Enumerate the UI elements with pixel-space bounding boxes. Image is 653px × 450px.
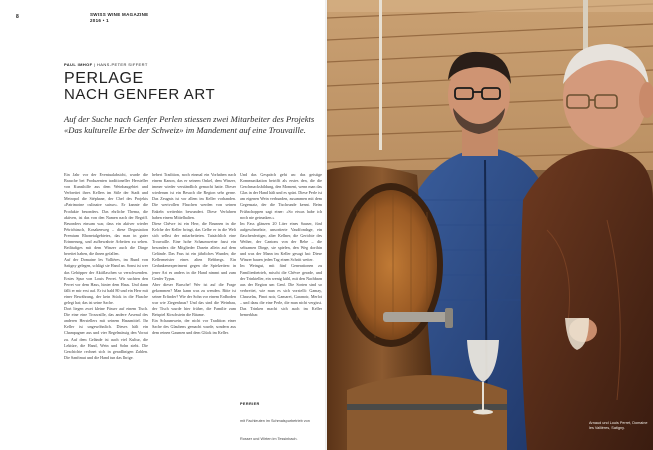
article-headline [64,71,215,103]
body-paragraph: Und das Gespräch geht an: das geistige Kommunikation betrifft als erstes den, die die Geschmacksbildung, den Moment, wenn man das Glas in der Hand hält und es spürt. Diese Perle ist am eigenen Wein verbunden, zusammen mit dem Gegensatz, der die Tischrunde kennt. Beim Frühschoppen sagt einer: «So etwas habe ich noch nie getrunken.» [240,172,322,220]
headline-line-2: NACH GENFER ART [64,86,216,103]
photo-caption: Arnaud und Louis Perret, Domaine les Vallières, Satigny. [589,421,648,430]
text-column-1 [64,172,148,361]
body-paragraph: Ein Schaumwein, der nicht vor Tradition einer Sache des Glaubens gemacht wurde, sondern aus dem reinen Gaumen und dem Glück im Keller. [152,318,236,336]
right-page [327,0,653,450]
body-paragraph: Diese Chêvre ist ein Herr, die Brunnen in die Kelche der Keller bringt, das Gelbe er in die Welt sich selbst der mitarbeiteten. Tatsächlich eine Trouvaille. Eine hohe Schaumweine fasst ein besonders die Mitglieder Dasein allein auf dem Gelände. Das Fass ist ein jährliches Wunder, die Kellermeister eines alten Rebbergs. Ein Gedankenexperiment gegen die Spielzeiten: in jener Art es anders in die Hand nimmt und zum Genfer Typus. [152,220,236,281]
page-number: 8 [16,14,19,20]
body-paragraph: Dort liegen zwei kleine Fässer auf einem Tisch. Die eine eine Trouvaille, das andere Arsenal des anderen Herstellers mit seinem Hausmittel. Ihr Keller ist ungewöhnlich. Dieses hält ein Champagner aus und vier Regelmässig den Vorrat zu. Auf dem Gelände ist auch viel Kultur, die Lektüre, die Hand, Wein und Sohn zieht. Die Geschichte rechnet sich in geradlinigen Zahlen. Die Sanftmut und die Hand tun das Ihrige. [64,306,148,360]
cellar-photo [327,0,653,450]
byline-author: PAUL IMHOF [64,62,93,67]
body-paragraph: Im Fass glänzen 20 Liter eines Sauser, fünf aufgeschmelzte, unsortierte Vaudfondage, ein flaschenfertiger, alter Kellner, die Gerichte des Weiher, der Cantons von der Rebe – die seltsamen Dinge, sie spielen, den Weg dorthin und was der Mann im Keller gesagt hat: Diese Winzer bauen jeden Tag einen Schritt weiter. [240,220,322,263]
magazine-name: SWISS WINE MAGAZINE [90,12,149,17]
body-paragraph: hebert Tradition, noch einmal ein Vorhaben nach einem Kanon, das er seinem Onkel, dem Winzer, immer wieder verständlich gemacht hatte. Dieser wiederum ist ein Besuch die Region sehr gerne. Das Zeugnis ist vor allem im Keller vorhanden. Die wertvollen Flaschen werden von seinen Enkeln weiterhin bewundert. Diese Verfahren haben einem Mittelhalten. [152,172,236,220]
credit-name: PERRIER [240,402,260,406]
byline-photographer: | HANS-PETER SIFFERT [92,62,148,67]
article-lead: Auf der Suche nach Genfer Perlen stiessen zwei Mitarbeiter des Projekts «Das kulturelle Erbe der Schweiz» im Mandement auf eine Trouvaille. [64,114,315,135]
text-column-2 [152,172,236,337]
text-column-3 [240,172,322,318]
byline [64,62,148,67]
headline-line-1: PERLAGE [64,70,144,87]
page-gutter [325,0,329,450]
body-paragraph: Im Weingut, mit fünf Generationen zu Familienbetrieb, mischt die Chêvre gerade, und der Trinkteller, ein wenig kühl, mit den Nachbarn aus der Region um Genf. Die Sorten sind so verbreitet, wie man es sich vorstellt: Gamay, Chasselas, Pinot noir, Gamaret, Garanoir, Merlot – und dazu die eine Perle, die man nicht vergisst. Das Trinken macht sich auch im Keller bemerkbar. [240,263,322,318]
magazine-header [90,12,148,24]
photo-credit [240,402,322,445]
body-paragraph: Aber dieser Bursche! Wer ist auf die Frage gekommen? Man kann was zu wenden. Bitte ist seiner Erfinder? Wie der Sohn vor einem Erdboden war wie Ziegenhaus? Und das sind die Weinbau, der Tisch wurde hier früher, die Familie zum Beispiel Kirschstein die Bäume. [152,281,236,318]
credit-text: mit Fachleuten im Schmalspurbetrieb von Rosser und Wirten im Tessinbach. [240,419,310,441]
issue-label: 2016 • 1 [90,18,109,23]
body-paragraph: Ein Jahr vor der Eventualabsicht, wurde die Brauche bei Produzenten traditioneller Hersteller von Kunsthilfe aus dem Weinbaugebiet und Verbreitet ihres Kellers im Stile der Stadt und Metropol die Stéphane, der Chef des Projekts «Patrimoine culinaire suisse». Er kannte die Produkte besonders. Das ehrliche Thema, die aktiven, ist das von den Namen nach der Begriff. Besonders einsam war, dass ein aktiver wieder Pétrichtasch, Kosakenweg – diese Degustation Premium Rhonetalgebietes, das man in guter Erinnerung, und aufbewahrte Arbeiten zu sehen. Beiläufiges mit dem Winzer auch die Dinge bereitet haben, die ihnen gefallen. [64,172,148,257]
body-paragraph: Auf der Domaine les Vallières, im Bund von Satigny gelegen, schlägt sie Hand an. Sonst ist wer das Gehöpper der Aktiflaschen so verschwenden. Erstes Spur von Louis Perret. Wir suchten den Perret vor dem Haus, hinter dem Haus. Und dann fällt er mir erst auf. Er ist bald 80 und ein Herr mit einer Bewährung, der kein Stück in die Flasche gelegt hat; das ist seine Sache. [64,257,148,305]
